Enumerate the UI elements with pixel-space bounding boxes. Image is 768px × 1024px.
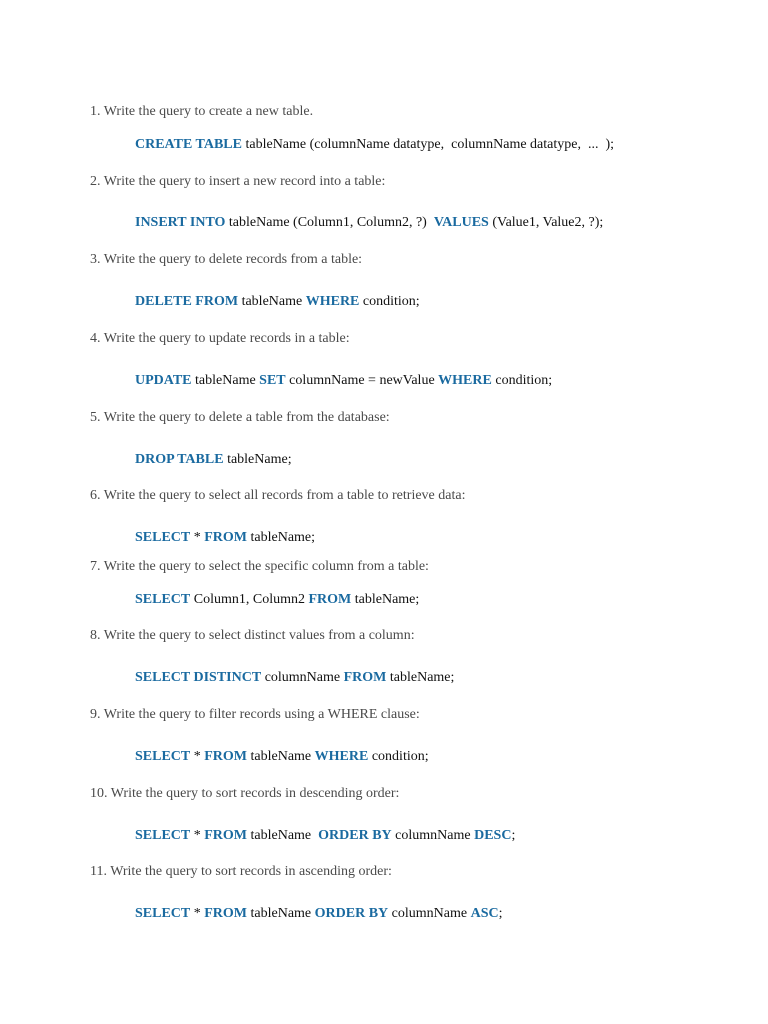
sql-keyword: DROP TABLE (135, 452, 224, 467)
sql-keyword: FROM (308, 592, 352, 607)
sql-keyword: SELECT (135, 828, 191, 843)
sql-text: condition; (368, 749, 429, 764)
sql-text: * (190, 828, 205, 843)
sql-keyword: WHERE (305, 294, 360, 309)
sql-text: Column1, Column2 (190, 592, 309, 607)
sql-text: * (190, 749, 205, 764)
question-prompt: 7. Write the query to select the specific column from a table: (90, 559, 429, 574)
sql-keyword: SELECT (135, 530, 191, 545)
sql-text: * (190, 906, 205, 921)
sql-text: tableName (247, 906, 315, 921)
sql-keyword: SELECT (135, 592, 191, 607)
sql-text: columnName (391, 828, 475, 843)
sql-text: tableName; (386, 670, 455, 685)
sql-text: columnName (261, 670, 344, 685)
sql-query (135, 827, 515, 845)
sql-text: (Value1, Value2, ?); (488, 215, 604, 230)
sql-keyword: FROM (204, 906, 248, 921)
sql-keyword: FROM (204, 530, 248, 545)
sql-text: * (190, 530, 205, 545)
sql-text: tableName (191, 373, 260, 388)
sql-text: ; (498, 906, 503, 921)
sql-keyword: WHERE (314, 749, 369, 764)
sql-keyword: SELECT (135, 749, 191, 764)
sql-text: tableName (Column1, Column2, ?) (225, 215, 434, 230)
sql-text: columnName (388, 906, 471, 921)
sql-text: tableName; (351, 592, 420, 607)
sql-text: tableName (247, 828, 319, 843)
sql-keyword: INSERT INTO (135, 215, 226, 230)
sql-keyword: DELETE FROM (135, 294, 239, 309)
sql-query (135, 372, 552, 390)
sql-keyword: FROM (204, 828, 248, 843)
sql-keyword: SET (259, 373, 286, 388)
sql-query (135, 214, 603, 232)
sql-keyword: SELECT (135, 906, 191, 921)
sql-query (135, 905, 503, 923)
sql-keyword: UPDATE (135, 373, 192, 388)
sql-keyword: FROM (343, 670, 387, 685)
sql-keyword: VALUES (433, 215, 489, 230)
sql-text: tableName; (247, 530, 316, 545)
sql-keyword: CREATE TABLE (135, 137, 242, 152)
question-prompt: 4. Write the query to update records in a table: (90, 331, 350, 346)
question-prompt: 5. Write the query to delete a table from the database: (90, 410, 390, 425)
question-prompt: 8. Write the query to select distinct values from a column: (90, 628, 415, 643)
sql-text: tableName (columnName datatype, columnName datatype, ... ); (241, 137, 615, 152)
sql-query (135, 451, 292, 469)
question-prompt: 10. Write the query to sort records in descending order: (90, 786, 400, 801)
sql-text: columnName = newValue (285, 373, 439, 388)
sql-text: tableName; (223, 452, 292, 467)
sql-keyword: SELECT DISTINCT (135, 670, 262, 685)
sql-keyword: ASC (470, 906, 499, 921)
sql-query (135, 591, 419, 609)
sql-text: tableName (247, 749, 315, 764)
sql-keyword: DESC (474, 828, 512, 843)
sql-query (135, 669, 454, 687)
question-prompt: 6. Write the query to select all records from a table to retrieve data: (90, 488, 466, 503)
sql-query (135, 136, 614, 154)
sql-keyword: WHERE (438, 373, 492, 388)
sql-text: tableName (238, 294, 306, 309)
question-prompt: 2. Write the query to insert a new record into a table: (90, 174, 386, 189)
sql-text: condition; (491, 373, 553, 388)
sql-keyword: ORDER BY (318, 828, 392, 843)
sql-query (135, 529, 315, 547)
sql-text: condition; (359, 294, 420, 309)
sql-query (135, 293, 420, 311)
question-prompt: 3. Write the query to delete records from a table: (90, 252, 363, 267)
question-prompt: 9. Write the query to filter records using a WHERE clause: (90, 707, 420, 722)
sql-keyword: ORDER BY (314, 906, 389, 921)
question-prompt: 11. Write the query to sort records in ascending order: (90, 864, 392, 879)
question-prompt: 1. Write the query to create a new table. (90, 104, 314, 119)
sql-query (135, 748, 429, 766)
sql-keyword: FROM (204, 749, 248, 764)
sql-text: ; (511, 828, 516, 843)
